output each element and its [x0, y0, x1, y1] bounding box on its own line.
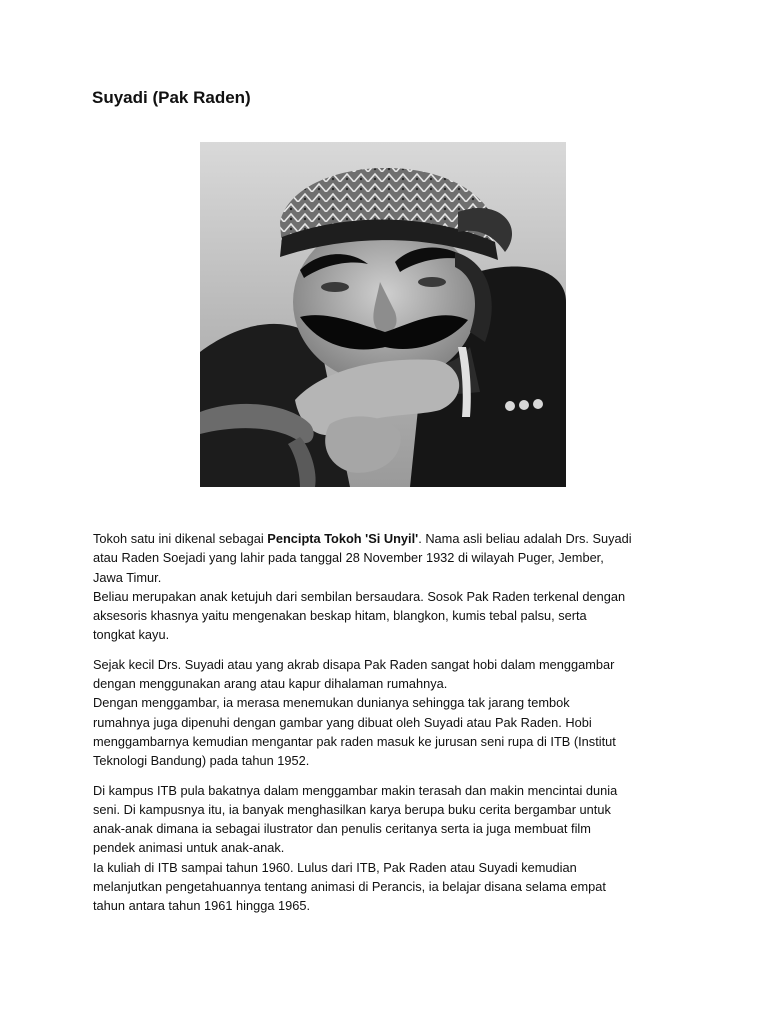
text-run: pendek animasi untuk anak-anak. — [93, 840, 285, 856]
text-line — [93, 606, 683, 625]
text-run: Di kampus ITB pula bakatnya dalam menggambar makin terasah dan makin mencintai dunia — [93, 782, 618, 798]
text-run: Dengan menggambar, ia merasa menemukan dunianya sehingga tak jarang tembok — [93, 695, 570, 711]
paragraph — [93, 655, 683, 771]
page-title: Suyadi (Pak Raden) — [92, 88, 251, 107]
text-line — [93, 838, 683, 857]
text-run: Ia kuliah di ITB sampai tahun 1960. Lulus dari ITB, Pak Raden atau Suyadi kemudian — [93, 859, 577, 875]
text-line — [93, 655, 683, 674]
text-line — [93, 877, 683, 896]
text-line — [93, 800, 683, 819]
text-run: menggambarnya kemudian mengantar pak raden masuk ke jurusan seni rupa di ITB (Institut — [93, 733, 616, 749]
text-line — [93, 548, 683, 567]
text-line — [93, 693, 683, 712]
text-run: aksesoris khasnya yaitu mengenakan beskap hitam, blangkon, kumis tebal palsu, serta — [93, 608, 587, 624]
text-line — [93, 819, 683, 838]
text-run: melanjutkan pengetahuannya tentang animasi di Perancis, ia belajar disana selama empat — [93, 879, 606, 895]
paragraph — [93, 781, 683, 916]
text-line — [93, 713, 683, 732]
article-body — [93, 529, 683, 926]
text-line — [93, 858, 683, 877]
text-line — [93, 587, 683, 606]
text-line — [93, 781, 683, 800]
text-run: seni. Di kampusnya itu, ia banyak menghasilkan karya berupa buku cerita bergambar untuk — [93, 801, 611, 817]
text-line — [93, 568, 683, 587]
paragraph — [93, 529, 683, 645]
text-run: Jawa Timur. — [93, 569, 162, 585]
text-run: rumahnya juga dipenuhi dengan gambar yang dibuat oleh Suyadi atau Pak Raden. Hobi — [93, 714, 592, 730]
text-line — [93, 732, 683, 751]
text-line — [93, 625, 683, 644]
text-run: tahun antara tahun 1961 hingga 1965. — [93, 898, 311, 914]
portrait-photo — [200, 142, 566, 487]
text-run: Beliau merupakan anak ketujuh dari sembilan bersaudara. Sosok Pak Raden terkenal dengan — [93, 588, 626, 604]
text-run: tongkat kayu. — [93, 627, 170, 643]
text-line — [93, 896, 683, 915]
text-run: Teknologi Bandung) pada tahun 1952. — [93, 753, 310, 769]
text-line — [93, 674, 683, 693]
text-run: dengan menggunakan arang atau kapur dihalaman rumahnya. — [93, 676, 448, 692]
text-run: . Nama asli beliau adalah Drs. Suyadi — [418, 531, 632, 546]
text-line — [93, 529, 683, 548]
text-run: anak-anak dimana ia sebagai ilustrator dan penulis ceritanya serta ia juga membuat film — [93, 821, 591, 837]
text-line — [93, 751, 683, 770]
text-run: Tokoh satu ini dikenal sebagai — [93, 531, 268, 546]
bold-text: Pencipta Tokoh 'Si Unyil' — [267, 531, 419, 546]
text-run: Sejak kecil Drs. Suyadi atau yang akrab disapa Pak Raden sangat hobi dalam menggambar — [93, 656, 615, 672]
text-run: atau Raden Soejadi yang lahir pada tanggal 28 November 1932 di wilayah Puger, Jember, — [93, 550, 604, 566]
